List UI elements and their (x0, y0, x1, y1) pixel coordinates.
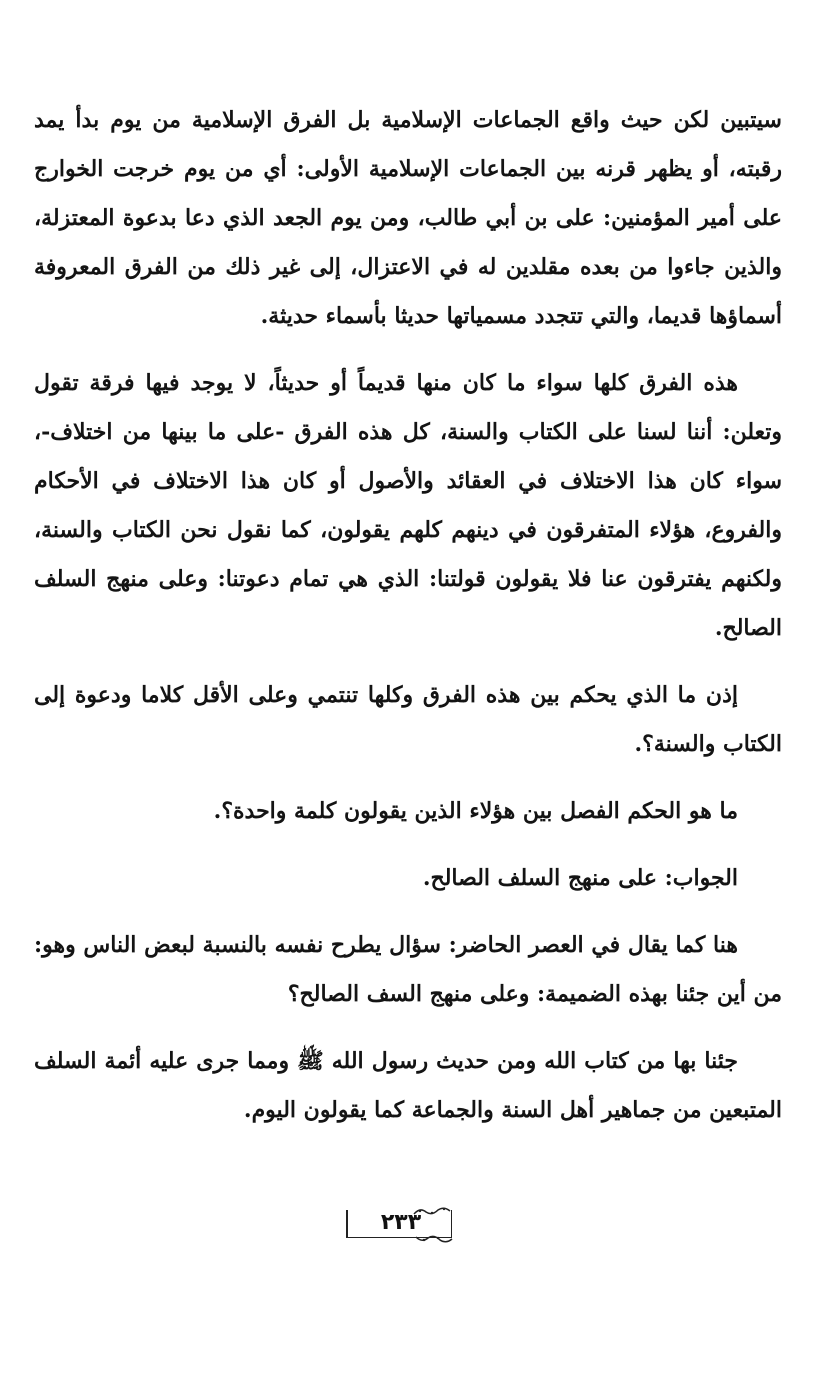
paragraph-3: إذن ما الذي يحكم بين هذه الفرق وكلها تنتمي وعلى الأقل كلاما ودعوة إلى الكتاب والسنة؟. (34, 682, 782, 757)
page-number-frame (346, 1206, 456, 1242)
paragraph-2: هذه الفرق كلها سواء ما كان منها قديماً أو حديثاً، لا يوجد فيها فرقة تقول وتعلن: أننا لسنا على الكتاب والسنة، كل هذه الفرق -على ما بينها من اختلاف-، سواء كان هذا الاختلاف في العقائد والأصول أو كان هذا الاختلاف في الأحكام والفروع، هؤلاء المتفرقون في دينهم كلهم يقولون، كما نقول نحن الكتاب والسنة، ولكنهم يفترقون عنا فلا يقولون قولتنا: الذي هي تمام دعوتنا: وعلى منهج السلف الصالح. (34, 370, 782, 641)
paragraph-5: الجواب: على منهج السلف الصالح. (422, 865, 738, 891)
page-body (34, 96, 782, 1153)
page-number: ٢٣٣ (380, 1210, 422, 1235)
paragraph-6: هنا كما يقال في العصر الحاضر: سؤال يطرح نفسه بالنسبة لبعض الناس وهو: من أين جئنا بهذه الضميمة: وعلى منهج السف الصالح؟ (34, 932, 782, 1007)
ornament-bottom-icon (414, 1234, 454, 1244)
paragraph-1: سيتبين لكن حيث واقع الجماعات الإسلامية بل الفرق الإسلامية من يوم بدأ يمد رقبته، أو يظهر قرنه بين الجماعات الإسلامية الأولى: أي من يوم خرجت الخوارج على أمير المؤمنين: على بن أبي طالب، ومن يوم الجعد الذي دعا بدعوة المعتزلة، والذين جاءوا من بعده مقلدين له في الاعتزال، إلى غير ذلك من الفرق المعروفة أسماؤها قديما، والتي تتجدد مسمياتها حديثا بأسماء حديثة. (34, 107, 782, 329)
paragraph-4: ما هو الحكم الفصل بين هؤلاء الذين يقولون كلمة واحدة؟. (213, 798, 738, 824)
paragraph-7: جئنا بها من كتاب الله ومن حديث رسول الله ﷺ ومما جرى عليه أئمة السلف المتبعين من جماهير أهل السنة والجماعة كما يقولون اليوم. (34, 1048, 782, 1123)
